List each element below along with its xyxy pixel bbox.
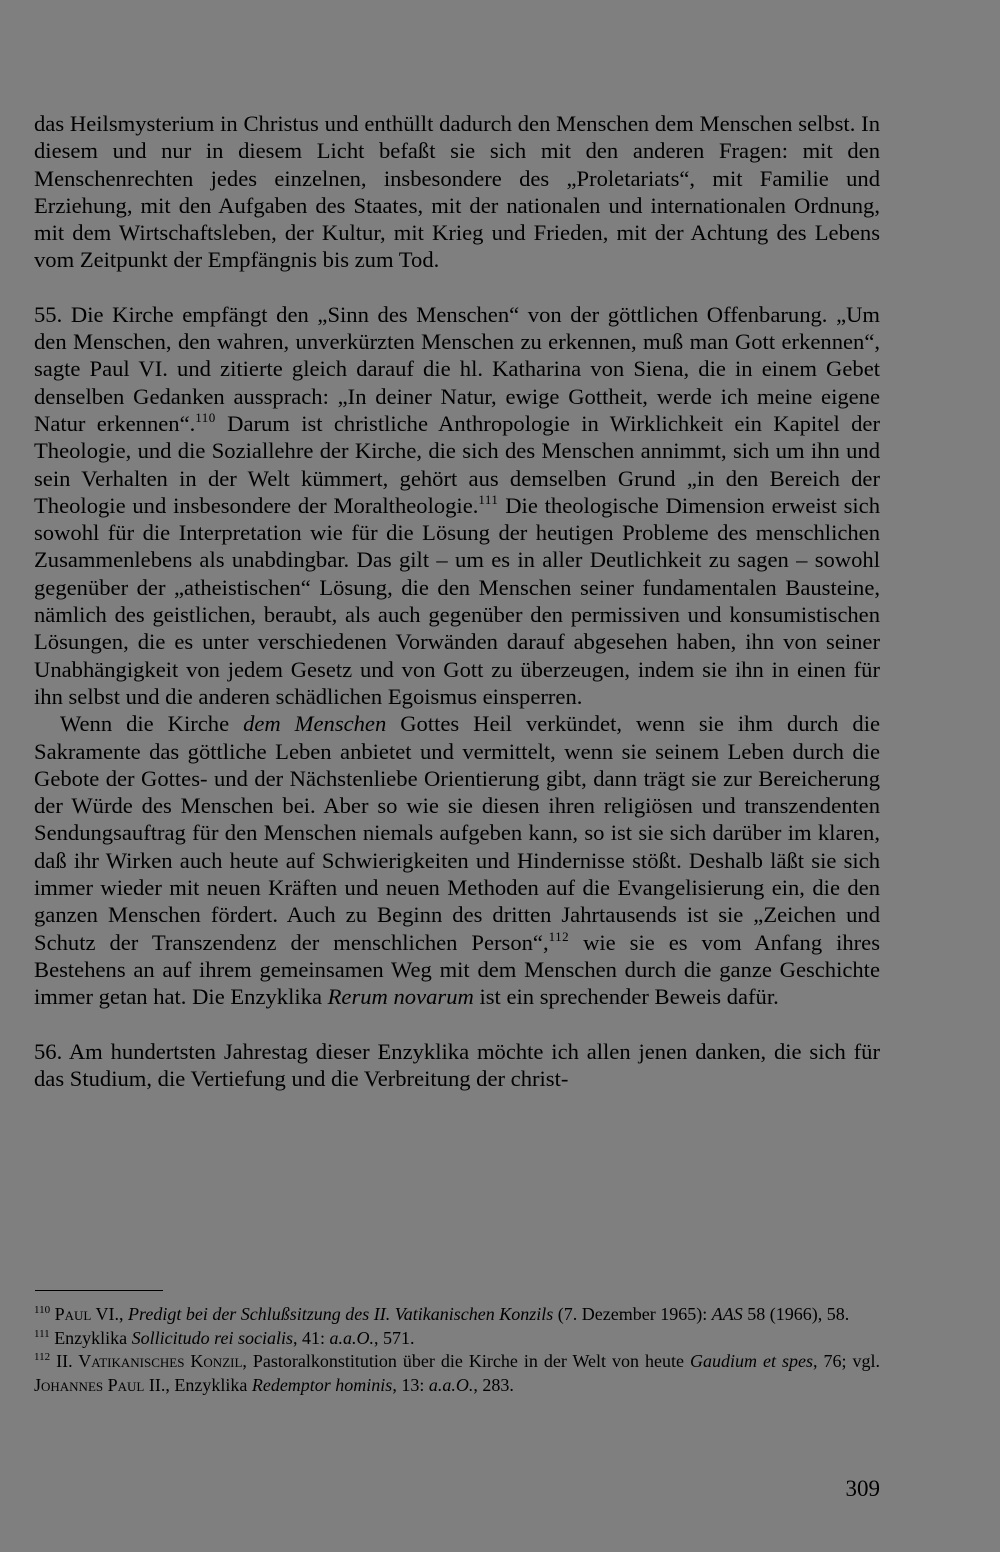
paragraph-text-c: wie sie es vom Anfang ihres Bestehens an auf ihrem gemeinsamen Weg mit dem Menschen durch die ganze Geschichte immer getan hat. Die Enzyklika [34, 929, 880, 1010]
footnote-ref-112[interactable]: 112 [548, 928, 570, 944]
page-number: 309 [845, 1476, 880, 1501]
footnote-111 [34, 1327, 880, 1351]
italic-dem-menschen: dem Menschen [243, 711, 387, 737]
footnote-text: 58 (1966), 58. [742, 1304, 850, 1324]
footnote-title: Predigt bei der Schlußsitzung des II. Vatikanischen Konzils [128, 1304, 554, 1324]
footnote-title: Redemptor hominis [251, 1374, 393, 1395]
footnote-ref-111[interactable]: 111 [478, 491, 499, 507]
footnote-aao: a.a.O. [428, 1374, 474, 1395]
paragraph-55-second [34, 710, 880, 1010]
footnote-text: , 13: [392, 1374, 429, 1395]
footnote-text: , 41: [293, 1327, 330, 1348]
body-text [34, 110, 880, 1092]
footnote-title: Sollicitudo rei socialis [131, 1327, 293, 1348]
footnote-ref-110[interactable]: 110 [195, 409, 216, 425]
paragraph-56: 56. Am hundertsten Jahrestag dieser Enzyklika möchte ich allen jenen danken, die sich für das Studium, die Vertiefung und die Verbreitung der christ- [34, 1038, 880, 1091]
footnote-112 [34, 1350, 880, 1397]
footnote-number: 111 [34, 1327, 50, 1340]
italic-rerum-novarum: Rerum novarum [327, 984, 474, 1010]
footnote-text: , Pastoralkonstitution über die Kirche in der Welt von heute [242, 1351, 690, 1371]
footnote-text: , 76; vgl. [812, 1351, 880, 1371]
paragraph-text-d: ist ein sprechender Beweis dafür. [473, 984, 779, 1010]
footnote-text: Enzyklika [49, 1327, 132, 1348]
paragraph-text-b: Gottes Heil verkündet, wenn sie ihm durch die Sakramente das göttliche Leben anbietet und vermittelt, wenn sie seinem Leben durch die Gebote der Gottes- und der Nächstenliebe Orientierung gibt, dann trägt sie zur Bereicherung der Würde des Menschen bei. Aber so wie sie diesen ihren religiösen und transzendenten Sendungsauftrag für den Menschen niemals aufgeben kann, so ist sie sich darüber im klaren, daß ihr Wirken auch heute auf Schwierigkeiten und Hindernisse stößt. Deshalb läßt sie sich immer wieder mit neuen Kräften und neuen Methoden auf die Evangelisierung ein, die den ganzen Menschen fördert. Auch zu Beginn des dritten Jahrtausends ist sie „Zeichen und Schutz der Transzendenz der menschlichen Person“, [34, 711, 880, 955]
footnote-text: , [119, 1304, 128, 1324]
footnote-author: Johannes Paul II. [34, 1374, 166, 1395]
footnote-aao: a.a.O. [329, 1327, 375, 1348]
paragraph-55 [34, 301, 880, 710]
footnote-source: AAS [711, 1304, 743, 1324]
paragraph-text-a: Wenn die Kirche [60, 711, 244, 737]
paragraph-continuation: das Heilsmysterium in Christus und enthüllt dadurch den Menschen dem Menschen selbst. In diesem und nur in diesem Licht befaßt sie sich mit den anderen Fragen: mit den Menschenrechten jedes einzelnen, insbesondere des „Proletariats“, mit Familie und Erziehung, mit den Aufgaben des Staates, mit der nationalen und internationalen Ordnung, mit dem Wirtschaftsleben, der Kultur, mit Krieg und Frieden, mit der Achtung des Lebens vom Zeitpunkt der Empfängnis bis zum Tod. [34, 111, 880, 273]
footnote-text: (7. Dezember 1965): [553, 1304, 712, 1324]
footnote-text: , Enzyklika [165, 1374, 252, 1395]
footnote-author: II. Vatikanisches Konzil [56, 1351, 243, 1371]
footnote-author: Paul VI. [54, 1304, 119, 1324]
footnote-text: , 571. [374, 1327, 415, 1348]
footnote-110 [34, 1303, 880, 1327]
paragraph-55-text-b: Darum ist christliche Anthropologie in Wirklichkeit ein Kapitel der Theologie, und die Soziallehre der Kirche, die sich des Menschen annimmt, sich um ihn und sein Verhalten in der Welt kümmert, gehört aus demselben Grund „in den Bereich der Theologie und insbesondere der Moraltheologie. [34, 410, 880, 518]
footnote-title: Gaudium et spes [690, 1351, 813, 1371]
paragraph-55-text-c: Die theologische Dimension erweist sich sowohl für die Interpretation wie für die Lösung der heutigen Probleme des menschlichen Zusammenlebens als unabdingbar. Das gilt – um es in aller Deutlichkeit zu sagen – sowohl gegenüber der „atheistischen“ Lösung, die den Menschen seiner fundamentalen Bausteine, nämlich des geistlichen, beraubt, als auch gegenüber den permissiven und konsumistischen Lösungen, die es unter verschiedenen Vorwänden darauf abgesehen haben, ihn von seiner Unabhängigkeit von jedem Gesetz und von Gott zu überzeugen, indem sie ihn in einen für ihn selbst und die anderen schädlichen Egoismus einsperren. [34, 492, 880, 709]
footnote-text: , 283. [473, 1374, 514, 1395]
footnote-number: 112 [34, 1351, 51, 1363]
paragraph-55-text-a: 55. Die Kirche empfängt den „Sinn des Menschen“ von der göttlichen Offenbarung. „Um den Menschen, den wahren, unverkürzten Menschen zu erkennen, muß man Gott erkennen“, sagte Paul VI. und zitierte gleich darauf die hl. Katharina von Siena, die in einem Gebet denselben Gedanken aussprach: „In deiner Natur, ewige Gottheit, werde ich meine eigene Natur erkennen“. [34, 301, 880, 436]
footnote-divider [35, 1290, 163, 1291]
footnotes [34, 1303, 880, 1397]
footnote-number: 110 [34, 1304, 51, 1316]
